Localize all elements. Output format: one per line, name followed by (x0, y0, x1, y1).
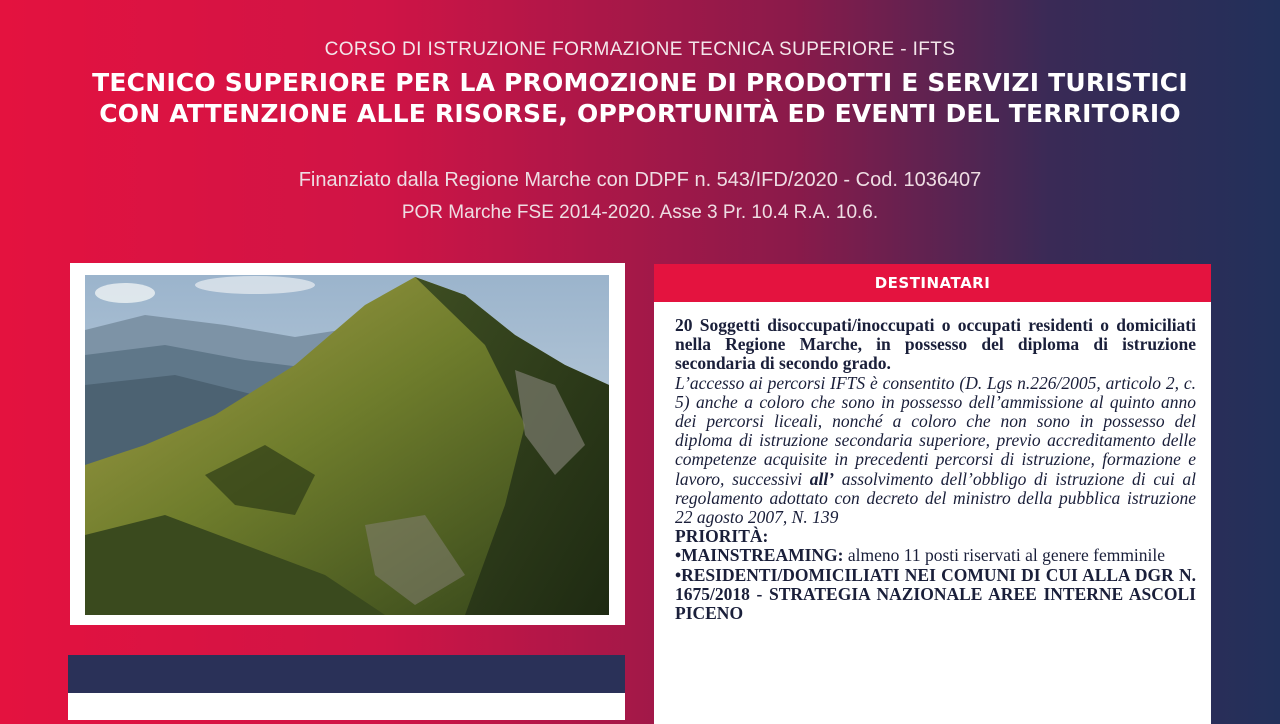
destinatari-heading: DESTINATARI (654, 264, 1211, 302)
access-requirements (675, 374, 1196, 528)
por-info: POR Marche FSE 2014-2020. Asse 3 Pr. 10.4 R.A. 10.6. (401, 202, 879, 223)
course-title: TECNICO SUPERIORE PER LA PROMOZIONE DI PRODOTTI E SERVIZI TURISTICI CON ATTENZIONE ALLE RISORSE, OPPORTUNITÀ ED EVENTI DEL TERRITORIO (92, 68, 1188, 128)
destinatari-panel (654, 264, 1211, 724)
course-type: CORSO DI ISTRUZIONE FORMAZIONE TECNICA SUPERIORE - IFTS (324, 39, 956, 60)
funding-info: Finanziato dalla Regione Marche con DDPF n. 543/IFD/2020 - Cod. 1036407 (298, 169, 982, 191)
destinatari-body (675, 316, 1196, 623)
access-text-bold: all’ (809, 468, 835, 489)
mainstreaming-item (675, 546, 1196, 565)
destinatari-intro: 20 Soggetti disoccupati/inoccupati o occupati residenti o domiciliati nella Regione Marche, in possesso del diploma di istruzione secondaria di secondo grado. (675, 315, 1196, 374)
access-text-1: L’accesso ai percorsi IFTS è consentito (D. Lgs n.226/2005, articolo 2, c. 5) anche a coloro che sono in possesso dell’ammissione al quinto anno dei percorsi liceali, nonché a coloro che non sono in possesso del diploma di istruzione secondaria superiore, previo accreditamento delle competenze acquisite in precedenti percorsi di istruzione, formazione e lavoro, successivi (675, 372, 1196, 489)
photo-frame (70, 263, 625, 625)
info-panel-bottom (68, 655, 625, 720)
residenti-item: •RESIDENTI/DOMICILIATI NEI COMUNI DI CUI ALLA DGR N. 1675/2018 - STRATEGIA NAZIONALE AREE INTERNE ASCOLI PICENO (675, 564, 1196, 624)
mainstreaming-label: •MAINSTREAMING: (675, 545, 844, 566)
mountain-photo (85, 275, 609, 615)
access-text-2: assolvimento dell’obbligo di istruzione di cui al regolamento adottato con decreto del ministro della pubblica istruzione 22 agosto 2007, N. 139 (675, 468, 1196, 528)
info-panel-header-bar (68, 655, 625, 693)
priorita-label: PRIORITÀ: (675, 526, 769, 547)
mainstreaming-text: almeno 11 posti riservati al genere femminile (843, 545, 1166, 566)
mountain-illustration (85, 275, 609, 615)
